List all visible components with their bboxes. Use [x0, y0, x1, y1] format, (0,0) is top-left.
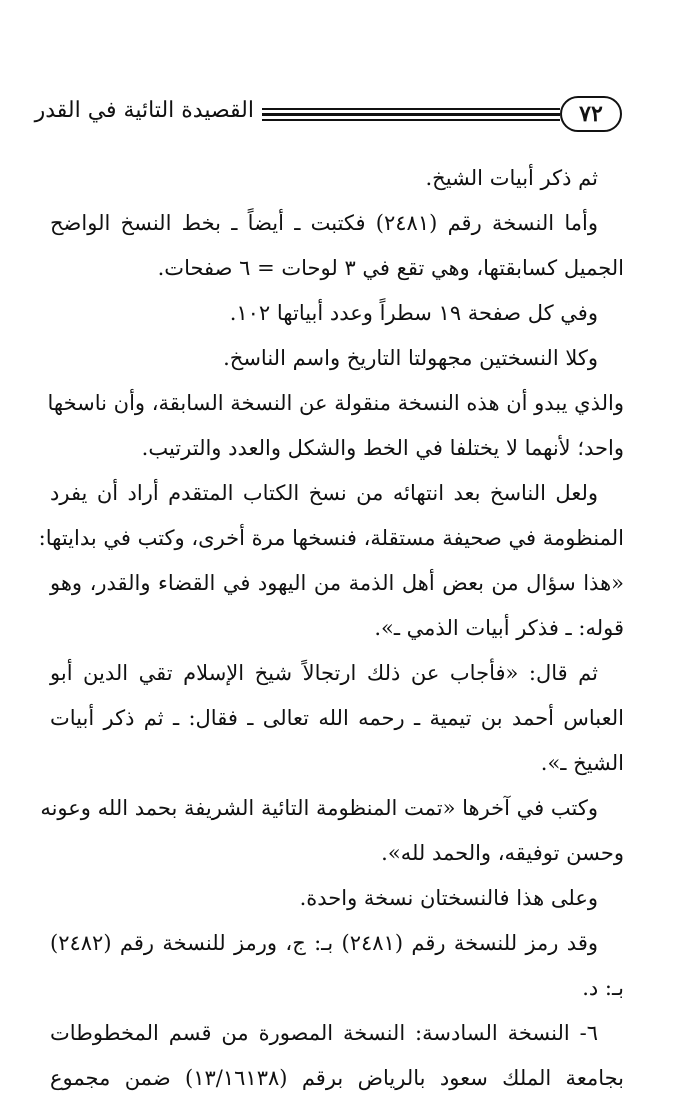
text-line: والذي يبدو أن هذه النسخة منقولة عن النسخة السابقة، وأن ناسخها — [47, 391, 624, 415]
page-header — [30, 96, 622, 136]
text-line: ٦- النسخة السادسة: النسخة المصورة من قسم المخطوطات — [50, 1021, 598, 1045]
body-text — [38, 156, 624, 1101]
text-line: واحد؛ لأنهما لا يختلفا في الخط والشكل والعدد والترتيب. — [141, 436, 624, 460]
text-line: الشيخ ـ». — [540, 751, 624, 775]
text-line: قوله: ـ فذكر أبيات الذمي ـ». — [374, 616, 624, 640]
text-line: المنظومة في صحيفة مستقلة، فنسخها مرة أخرى، وكتب في بدايتها: — [38, 526, 624, 550]
page-number-badge: ٧٢ — [560, 96, 622, 132]
text-line: ولعل الناسخ بعد انتهائه من نسخ الكتاب المتقدم أراد أن يفرد — [50, 481, 598, 505]
text-line: بجامعة الملك سعود بالرياض برقم (١٣/١٦١٣٨) ضمن مجموع — [50, 1066, 624, 1090]
text-line: ثم ذكر أبيات الشيخ. — [425, 166, 598, 190]
text-line: بـ: د. — [582, 976, 624, 1000]
text-line: الجميل كسابقتها، وهي تقع في ٣ لوحات = ٦ صفحات. — [157, 256, 624, 280]
header-rule-top — [262, 108, 560, 110]
text-line: وكلا النسختين مجهولتا التاريخ واسم الناسخ. — [223, 346, 598, 370]
header-rule-middle — [262, 113, 560, 116]
header-rule-bottom — [262, 119, 560, 121]
running-title: القصيدة التائية في القدر — [34, 98, 254, 123]
text-line: وقد رمز للنسخة رقم (٢٤٨١) بـ: ج، ورمز للنسخة رقم (٢٤٨٢) — [50, 931, 598, 955]
text-line: وأما النسخة رقم (٢٤٨١) فكتبت ـ أيضاً ـ بخط النسخ الواضح — [50, 211, 598, 235]
text-line: العباس أحمد بن تيمية ـ رحمه الله تعالى ـ فقال: ـ ثم ذكر أبيات — [50, 706, 624, 730]
text-line: وفي كل صفحة ١٩ سطراً وعدد أبياتها ١٠٢. — [229, 301, 598, 325]
text-line: وعلى هذا فالنسختان نسخة واحدة. — [299, 886, 598, 910]
text-line: ثم قال: «فأجاب عن ذلك ارتجالاً شيخ الإسلام تقي الدين أبو — [50, 661, 598, 685]
text-line: «هذا سؤال من بعض أهل الذمة من اليهود في القضاء والقدر، وهو — [50, 571, 624, 595]
text-line: وكتب في آخرها «تمت المنظومة التائية الشريفة بحمد الله وعونه — [40, 796, 598, 820]
text-line: وحسن توفيقه، والحمد لله». — [381, 841, 624, 865]
